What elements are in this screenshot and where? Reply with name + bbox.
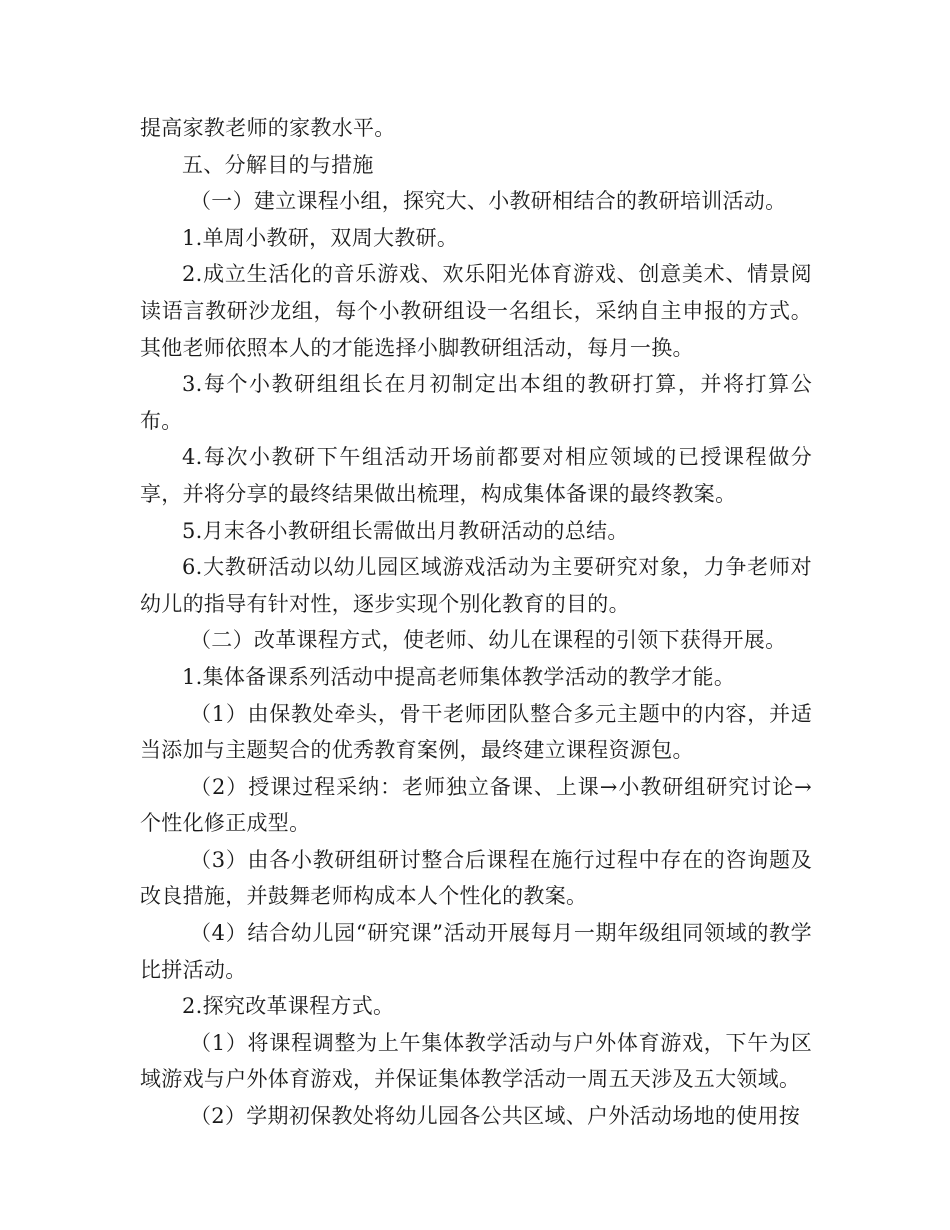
sub-list-item: （3）由各小教研组研讨整合后课程在施行过程中存在的咨询题及改良措施，并鼓舞老师构成本人个性化的教案。 [140, 847, 812, 909]
list-item: 1.单周小教研，双周大教研。 [182, 225, 459, 250]
section-heading: 五、分解目的与措施 [182, 152, 374, 177]
list-item: 3.每个小教研组组长在月初制定出本组的教研打算，并将打算公布。 [140, 372, 812, 433]
list-item: 4.每次小教研下午组活动开场前都要对相应领域的已授课程做分享，并将分享的最终结果做出梳理，构成集体备课的最终教案。 [140, 445, 812, 506]
subsection-heading: （二）改革课程方式，使老师、幼儿在课程的引领下获得开展。 [190, 628, 787, 653]
sub-list-item: （2）授课过程采纳：老师独立备课、上课→小教研组研究讨论→个性化修正成型。 [140, 774, 812, 836]
list-item: 1.集体备课系列活动中提高老师集体教学活动的教学才能。 [182, 664, 736, 689]
paragraph-continuation: 提高家教老师的家教水平。 [140, 116, 396, 140]
sub-list-item: （4）结合幼儿园“研究课”活动开展每月一期年级组同领域的教学比拼活动。 [140, 921, 812, 982]
list-item: 5.月末各小教研组长需做出月教研活动的总结。 [182, 518, 629, 543]
list-item: 2.探究改革课程方式。 [182, 994, 395, 1019]
list-item: 6.大教研活动以幼儿园区域游戏活动为主要研究对象，力争老师对幼儿的指导有针对性，逐步实现个别化教育的目的。 [140, 555, 812, 616]
list-item: 2.成立生活化的音乐游戏、欢乐阳光体育游戏、创意美术、情景阅读语言教研沙龙组，每个小教研组设一名组长，采纳自主申报的方式。其他老师依照本人的才能选择小脚教研组活动，每月一换。 [140, 262, 812, 360]
subsection-heading: （一）建立课程小组，探究大、小教研相结合的教研培训活动。 [190, 189, 787, 214]
sub-list-item: （1）将课程调整为上午集体教学活动与户外体育游戏，下午为区域游戏与户外体育游戏，并保证集体教学活动一周五天涉及五大领域。 [140, 1030, 812, 1092]
document-body [140, 110, 812, 1135]
sub-list-item: （1）由保教处牵头，骨干老师团队整合多元主题中的内容，并适当添加与主题契合的优秀教育案例，最终建立课程资源包。 [140, 701, 812, 763]
sub-list-item: （2）学期初保教处将幼儿园各公共区域、户外活动场地的使用按 [190, 1104, 801, 1129]
